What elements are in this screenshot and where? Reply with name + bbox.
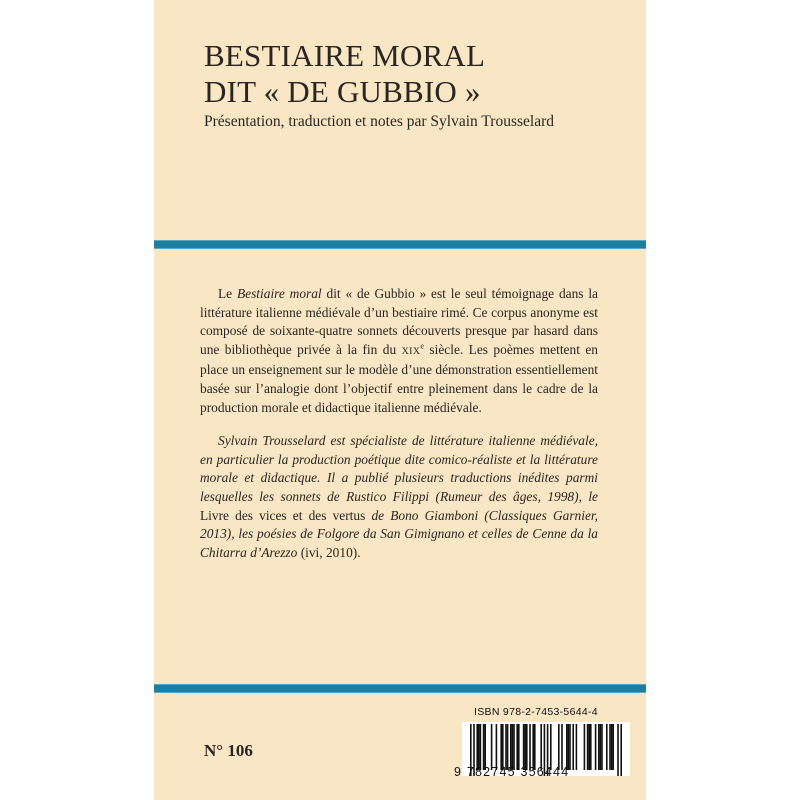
title-line-1: BESTIAIRE MORAL (204, 38, 486, 73)
summary-paragraph (200, 285, 598, 417)
summary-text-c: siècle. Les poèmes mettent en place un enseignement sur le modèle d’une démonstration essentiellement basée sur l’analogie dont l’objectif entre pleinement dans le cadre de la production morale et didactique italienne médiévale. (200, 341, 598, 415)
ean-left-group: 782745 (466, 765, 516, 779)
barcode-bar (480, 724, 482, 770)
ean-lead-digit: 9 (454, 765, 463, 779)
back-cover (154, 0, 646, 800)
barcode-bar (569, 724, 571, 770)
blurb-text (200, 285, 598, 562)
bio-text-a: Sylvain Trousselard est spécialiste de littérature italienne médiévale, en particulier la production poétique dite comico-réaliste et la littérature morale et didactique. Il a publié plusieurs traductions inédites parmi lesquelles les sonnets de Rustico Filippi (Rumeur des âges, 1998), le (200, 433, 598, 504)
barcode-area (454, 706, 634, 796)
century-superscript: e (420, 341, 424, 351)
top-blue-band (154, 240, 646, 249)
barcode-bar (510, 724, 512, 770)
barcode-bar (550, 724, 552, 770)
barcode-bar (518, 724, 520, 770)
barcode-bar (505, 724, 507, 770)
book-subtitle: Présentation, traduction et notes par Sylvain Trousselard (204, 113, 554, 130)
barcode-bar (476, 724, 478, 770)
barcode-bar (609, 724, 611, 770)
barcode-bar (524, 724, 526, 770)
barcode-bar (584, 724, 586, 770)
barcode-bar (598, 724, 600, 770)
bottom-blue-band (154, 684, 646, 693)
series-number: N° 106 (204, 741, 253, 760)
summary-text-a: Le (218, 286, 237, 301)
barcode-bar (529, 724, 531, 770)
barcode-bar (491, 724, 493, 770)
barcode-bar (595, 724, 597, 770)
ean-right-group: 356444 (520, 765, 570, 779)
barcode-bar (572, 724, 574, 770)
barcode-bar (568, 724, 570, 770)
barcode-bar (588, 724, 590, 770)
barcode-bar (523, 724, 525, 770)
barcode-bar (558, 724, 560, 770)
summary-text-b: dit « de Gubbio » est le seul témoignage dans la littérature italienne médiévale d’un bestiaire rimé. Ce corpus anonyme est composé de soixante-quatre sonnets découverts presque par hasard dans une bibliothèque privée à la fin du (200, 286, 598, 357)
barcode-bar (587, 724, 589, 770)
barcode-bar (576, 724, 578, 770)
bio-text-c: (ivi, 2010). (300, 544, 361, 560)
barcode-bar (601, 724, 603, 770)
barcode-bar (600, 724, 602, 770)
author-bio-paragraph (200, 432, 598, 562)
barcode-bar (561, 724, 563, 770)
barcode-bar (500, 724, 502, 770)
ean-digits (454, 765, 634, 779)
barcode-bar (483, 724, 485, 770)
barcode-bar (484, 724, 486, 770)
century-numeral: XIX (401, 345, 421, 357)
barcode-bar (502, 724, 504, 770)
barcode-bar (507, 724, 509, 770)
barcode-bar (611, 724, 613, 770)
barcode-bar (540, 724, 542, 770)
barcode-bar (526, 724, 528, 770)
barcode-bar (516, 724, 518, 770)
book-title (204, 38, 485, 110)
bio-text-b: de Bono Giamboni (Classiques Garnier, 2013), les poésies de Folgore da San Gimignano et celles de Cenne da la Chitarra d’Arezzo (200, 507, 598, 560)
barcode-bar (513, 724, 515, 770)
barcode-bar (590, 724, 592, 770)
bio-book-title: Livre des vices et des vertus (200, 507, 366, 523)
barcode-bar (534, 724, 536, 770)
isbn-label: ISBN 978-2-7453-5644-4 (474, 706, 598, 718)
title-line-2: DIT « DE GUBBIO » (204, 74, 481, 109)
barcode-bar (606, 724, 608, 770)
summary-book-title: Bestiaire moral (236, 286, 322, 301)
barcode-bar (496, 724, 498, 770)
barcode-bar (532, 724, 534, 770)
barcode-bar (512, 724, 514, 770)
barcode-bar (566, 724, 568, 770)
barcode-bar (612, 724, 614, 770)
barcode-bar (478, 724, 480, 770)
